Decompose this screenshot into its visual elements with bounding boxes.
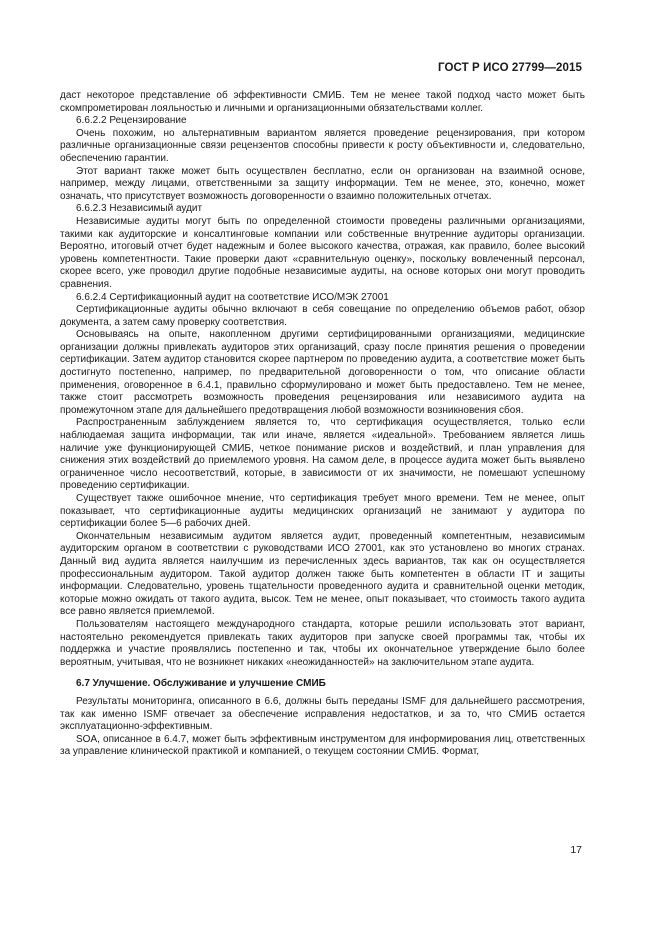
paragraph: Пользователям настоящего международного стандарта, которые решили использовать этот вариант, настоятельно рекомендуется привлекать таких аудиторов при запуске своей программы так, чтобы их поддержка и участие проявлялись постепенно и так, чтобы их окончательное утверждение было более вероятным, учитывая, что не возникнет никаких «неожиданностей» на заключительном этапе аудита. — [60, 618, 585, 668]
section-heading: 6.7 Улучшение. Обслуживание и улучшение СМИБ — [76, 678, 326, 690]
paragraph: Очень похожим, но альтернативным вариантом является проведение рецензирования, при котором различные организационные связи рецензентов способны привести к росту объективности и, следовательно, обеспечению гарантии. — [60, 127, 585, 164]
standard-header: ГОСТ Р ИСО 27799—2015 — [437, 62, 582, 74]
paragraph: Независимые аудиты могут быть по определенной стоимости проведены различными организациями, такими как аудиторские и консалтинговые компании или собственные внутренние аудиторы организации. Вероятно, итоговый отчет будет надежным и более высокого качества, отражая, как правило, более высокий уровень компетентности. Такие проверки дают «сравнительную оценку», поскольку вовлеченный персонал, скорее всего, уже проводил другие подобные независимые аудиты, на основе которых они могут проводить сравнения. — [60, 215, 585, 290]
subsection-heading: 6.6.2.4 Сертификационный аудит на соответствие ИСО/МЭК 27001 — [76, 291, 389, 303]
page-number: 17 — [570, 844, 582, 856]
paragraph: Результаты мониторинга, описанного в 6.6, должны быть переданы ISMF для дальнейшего рассмотрения, так как именно ISMF отвечает за обеспечение исправления недостатков, и за то, что СМИБ остается эксплуатационно-эффективным. — [60, 695, 585, 733]
paragraph: Распространенным заблуждением является то, что сертификация осуществляется, только если наблюдаемая защита информации, так или иначе, является «идеальной». Требованием является лишь наличие уже функционирующей СМИБ, четкое понимание рисков и воздействий, и план управления для снижения этих воздействий до приемлемого уровня. На самом деле, в процессе аудита может быть выявлено ограниченное число несоответствий, которые, в зависимости от их значимости, не помешают успешному проведению сертификации. — [60, 417, 585, 492]
subsection-heading: 6.6.2.2 Рецензирование — [76, 115, 187, 127]
paragraph: Основываясь на опыте, накопленном другими сертифицированными организациями, медицинские организации должны привлекать аудиторов этих организаций, сразу после принятия решения о проведении сертификации. Затем аудитор становится скорее партнером по проведению аудита, а соответствие может быть достигнуто постепенно, например, по предварительной договоренности о том, что описание области применения, оговоренное в 6.4.1, правильно сформулировано и может быть предоставлено. Тем не менее, также стоит рассмотреть возможность проведения рецензирования или независимого аудита на промежуточном этапе для дальнейшего предотвращения любой возможности возникновения сбоя. — [60, 329, 585, 416]
paragraph: Окончательным независимым аудитом является аудит, проведенный компетентным, независимым аудиторским органом в соответствии с руководствами ИСО 27001, как это установлено во многих странах. Данный вид аудита является наилучшим из перечисленных здесь вариантов, так как он осуществляется профессиональным аудитором. Такой аудитор должен также быть компетентен в области IT и защиты информации. Следовательно, уровень тщательности проведенного аудита и сравнительной оценки методик, которые можно ожидать от такого аудита, высок. Тем не менее, опыт показывает, что стоимость такого аудита все равно является приемлемой. — [60, 530, 585, 618]
paragraph: Этот вариант также может быть осуществлен бесплатно, если он организован на взаимной основе, например, между лицами, ответственными за защиту информации. Тем не менее, это, конечно, может означать, что присутствует возможность договоренности о взаимно положительных отчетах. — [60, 165, 585, 202]
paragraph: даст некоторое представление об эффективности СМИБ. Тем не менее такой подход часто может быть скомпрометирован лояльностью и личными и организационными обязательствами коллег. — [60, 90, 585, 114]
paragraph: Существует также ошибочное мнение, что сертификация требует много времени. Тем не менее, опыт показывает, что сертификационные аудиты медицинских организаций не занимают у аудитора по сертификации более 5—6 рабочих дней. — [60, 493, 585, 530]
paragraph: Сертификационные аудиты обычно включают в себя совещание по определению объемов работ, обзор документа, а затем саму проверку соответствия. — [60, 304, 585, 328]
subsection-heading: 6.6.2.3 Независимый аудит — [76, 203, 203, 215]
page-body — [60, 90, 585, 759]
paragraph: SOA, описанное в 6.4.7, может быть эффективным инструментом для информирования лиц, ответственных за управление клинической практикой и компанией, о текущем состоянии СМИБ. Формат, — [60, 733, 585, 758]
